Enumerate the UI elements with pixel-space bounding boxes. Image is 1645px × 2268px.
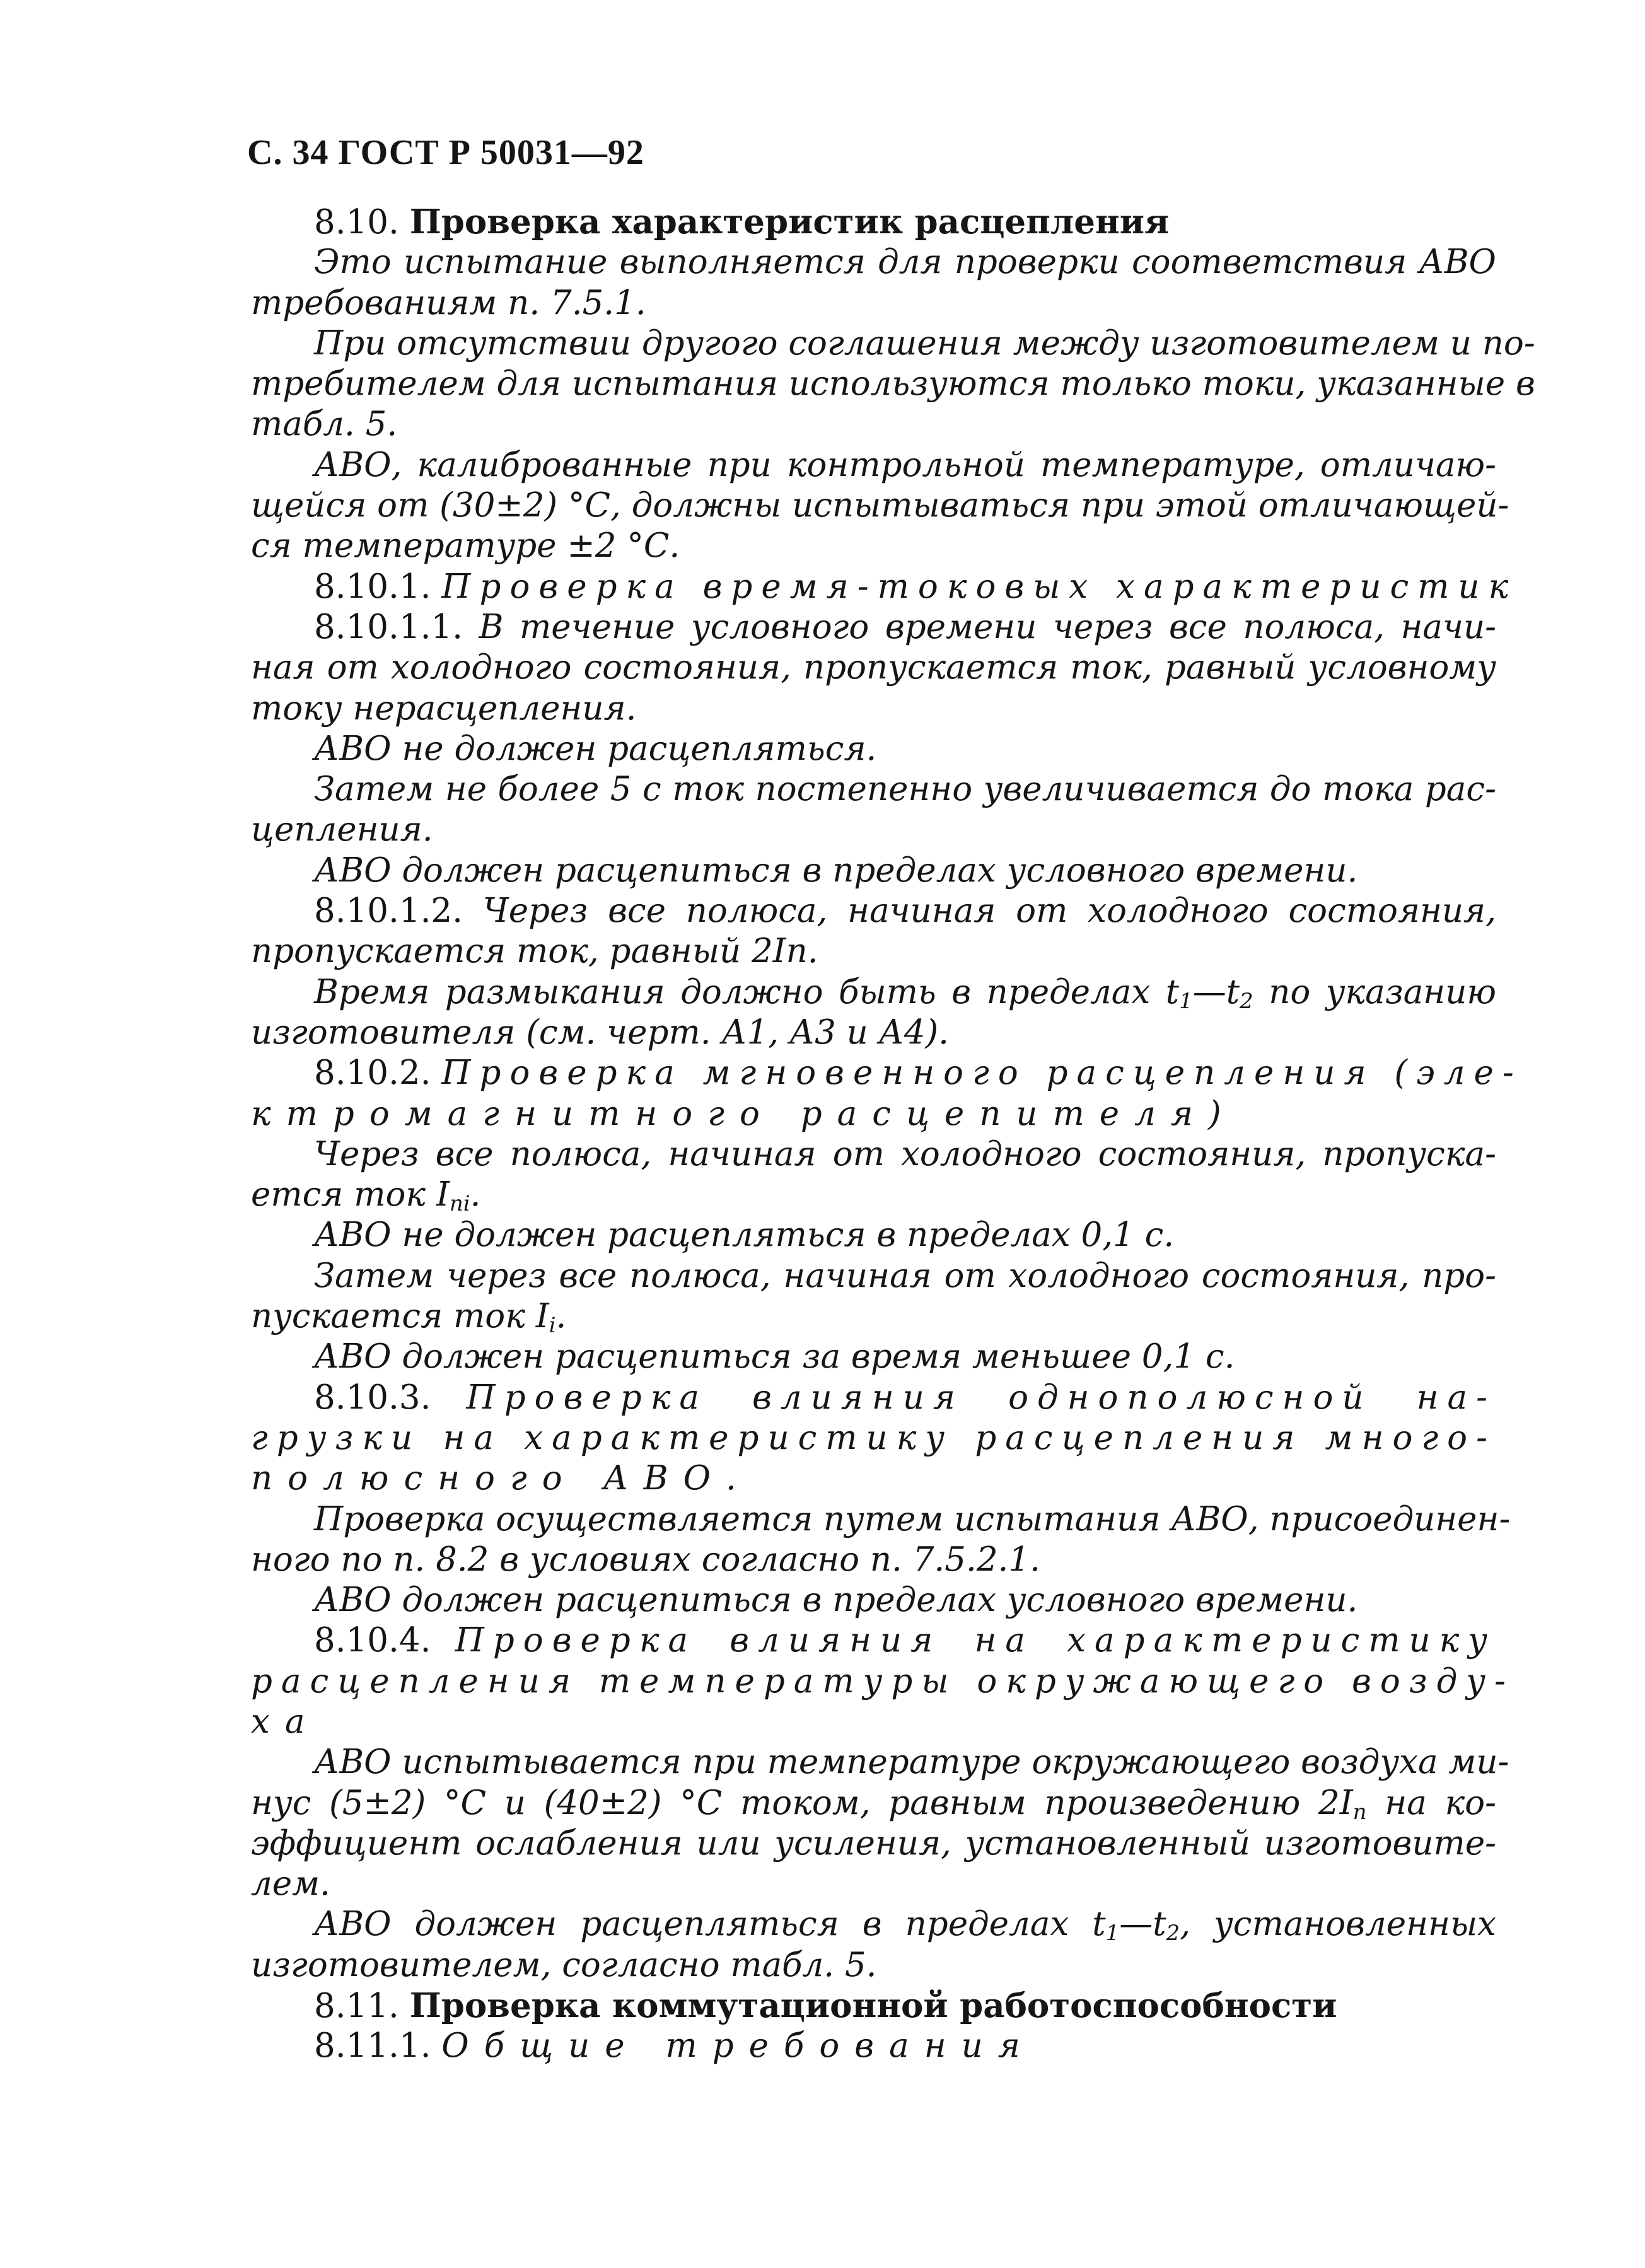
text-fragment: нус (5±2) °С и (40±2) °С током, равным произведению 2I <box>251 1783 1353 1822</box>
text-line: эффициент ослабления или усиления, установленный изготовите- <box>251 1823 1496 1863</box>
text-fragment: на ко- <box>1366 1783 1497 1822</box>
text-line: При отсутствии другого соглашения между изготовителем и по- <box>314 323 1535 363</box>
text-line-formula <box>251 1296 1496 1337</box>
section-number: 8.10.2. <box>314 1054 431 1093</box>
subsection-heading-8-10-4 <box>251 1620 1496 1661</box>
text-line-formula <box>251 972 1496 1013</box>
section-number: 8.10.1.2. <box>314 892 463 931</box>
page-header: С. 34 ГОСТ Р 50031—92 <box>247 133 644 172</box>
section-heading-8-10 <box>251 202 1496 242</box>
text-line-formula <box>251 1783 1496 1823</box>
text-line: изготовителем, согласно табл. 5. <box>251 1945 877 1984</box>
text-line: ного по п. 8.2 в условиях согласно п. 7.5.2.1. <box>251 1540 1040 1579</box>
text-line: ся температуре ±2 °С. <box>251 526 680 566</box>
subsection-heading-8-10-3 <box>251 1378 1496 1418</box>
text-line-formula <box>251 1175 1496 1215</box>
section-title-continuation: расцепления температуры окружающего возду- <box>251 1661 1514 1701</box>
section-title: Проверка мгновенного расцепления (эле- <box>441 1054 1523 1093</box>
text-fragment: пускается ток I <box>251 1297 549 1336</box>
text-fragment: по указанию <box>1253 972 1496 1011</box>
text-line: Это испытание выполняется для проверки соответствия АВО <box>314 243 1496 282</box>
section-title: Проверка время-токовых характеристик <box>441 567 1518 606</box>
subsection-heading-8-11-1 <box>251 2026 1496 2066</box>
paragraph-8-10-1-1 <box>251 607 1496 648</box>
text-line: требованиям п. 7.5.1. <box>251 283 646 322</box>
subscript: n <box>1352 1799 1367 1825</box>
section-title: Проверка коммутационной работоспособности <box>409 1986 1337 2026</box>
text-fragment: . <box>555 1297 567 1336</box>
text-line: АВО не должен расцепляться. <box>314 729 877 768</box>
text-line: В течение условного времени через все полюса, начи- <box>479 607 1496 646</box>
section-title-continuation: полюсного АВО. <box>251 1459 752 1498</box>
text-line: пропускается ток, равный 2In. <box>251 932 818 971</box>
text-fragment: . <box>470 1175 481 1214</box>
section-title: Проверка влияния однополюсной на- <box>466 1378 1496 1417</box>
section-number: 8.10. <box>314 203 399 241</box>
subscript: 1 <box>1179 988 1193 1014</box>
text-line: АВО должен расцепиться в пределах условного времени. <box>314 851 1358 890</box>
text-line: лем. <box>251 1864 330 1904</box>
section-number: 8.10.4. <box>314 1621 431 1660</box>
section-number: 8.10.1. <box>314 567 431 606</box>
section-title-continuation: ха <box>251 1702 320 1741</box>
text-line: изготовителя (см. черт. А1, А3 и А4). <box>251 1013 950 1052</box>
section-title-continuation: грузки на характеристику расцепления много- <box>251 1418 1496 1457</box>
text-line: току нерасцепления. <box>251 689 637 728</box>
section-number: 8.11. <box>314 1987 399 2026</box>
subsection-heading-8-10-1 <box>251 567 1518 607</box>
text-line: Через все полюса, начиная от холодного состояния, <box>482 892 1496 931</box>
text-line: АВО не должен расцепляться в пределах 0,1 с. <box>314 1216 1175 1255</box>
text-fragment: —t <box>1192 972 1240 1011</box>
section-number: 8.10.3. <box>314 1378 431 1417</box>
text-line: АВО испытывается при температуре окружающего воздуха ми- <box>314 1743 1509 1782</box>
text-line: Затем не более 5 с ток постепенно увеличивается до тока рас- <box>314 770 1496 809</box>
subscript: ni <box>449 1191 470 1217</box>
text-fragment: , установленных <box>1180 1905 1496 1944</box>
text-line: ная от холодного состояния, пропускается ток, равный условному <box>251 648 1496 687</box>
body-text <box>251 202 1535 2067</box>
text-line: Через все полюса, начиная от холодного состояния, пропуска- <box>314 1134 1496 1173</box>
text-line: Проверка осуществляется путем испытания АВО, присоединен- <box>314 1499 1511 1538</box>
text-fragment: Время размыкания должно быть в пределах t <box>314 972 1180 1011</box>
section-title: Общие требования <box>441 2027 1035 2066</box>
text-line: щейся от (30±2) °С, должны испытываться при этой отличающей- <box>251 486 1509 525</box>
text-fragment: АВО должен расцепляться в пределах t <box>314 1905 1106 1944</box>
subscript: 2 <box>1240 988 1253 1014</box>
subscript: 1 <box>1105 1921 1120 1946</box>
text-line: АВО должен расцепиться за время меньшее 0,1 с. <box>314 1337 1235 1376</box>
paragraph-8-10-1-2 <box>251 891 1496 931</box>
subscript: 2 <box>1166 1921 1180 1946</box>
subsection-heading-8-10-2 <box>251 1053 1523 1093</box>
text-line: цепления. <box>251 810 433 849</box>
text-line: АВО должен расцепиться в пределах условного времени. <box>314 1581 1358 1620</box>
section-number: 8.11.1. <box>314 2027 431 2066</box>
text-line: Затем через все полюса, начиная от холодного состояния, про- <box>314 1256 1496 1295</box>
section-number: 8.10.1.1. <box>314 607 463 646</box>
section-heading-8-11 <box>251 1986 1496 2026</box>
section-title: Проверка влияния на характеристику <box>455 1621 1496 1660</box>
text-line: требителем для испытания используются только токи, указанные в <box>251 364 1535 404</box>
text-line-formula <box>251 1904 1496 1945</box>
subscript: i <box>549 1313 556 1339</box>
text-fragment: ется ток I <box>251 1175 450 1214</box>
text-line: табл. 5. <box>251 405 398 444</box>
section-title-continuation: ктромагнитного расцепителя) <box>251 1094 1236 1133</box>
text-line: АВО, калиброванные при контрольной температуре, отличаю- <box>314 445 1496 484</box>
text-fragment: —t <box>1119 1905 1166 1944</box>
section-title: Проверка характеристик расцепления <box>409 202 1170 241</box>
